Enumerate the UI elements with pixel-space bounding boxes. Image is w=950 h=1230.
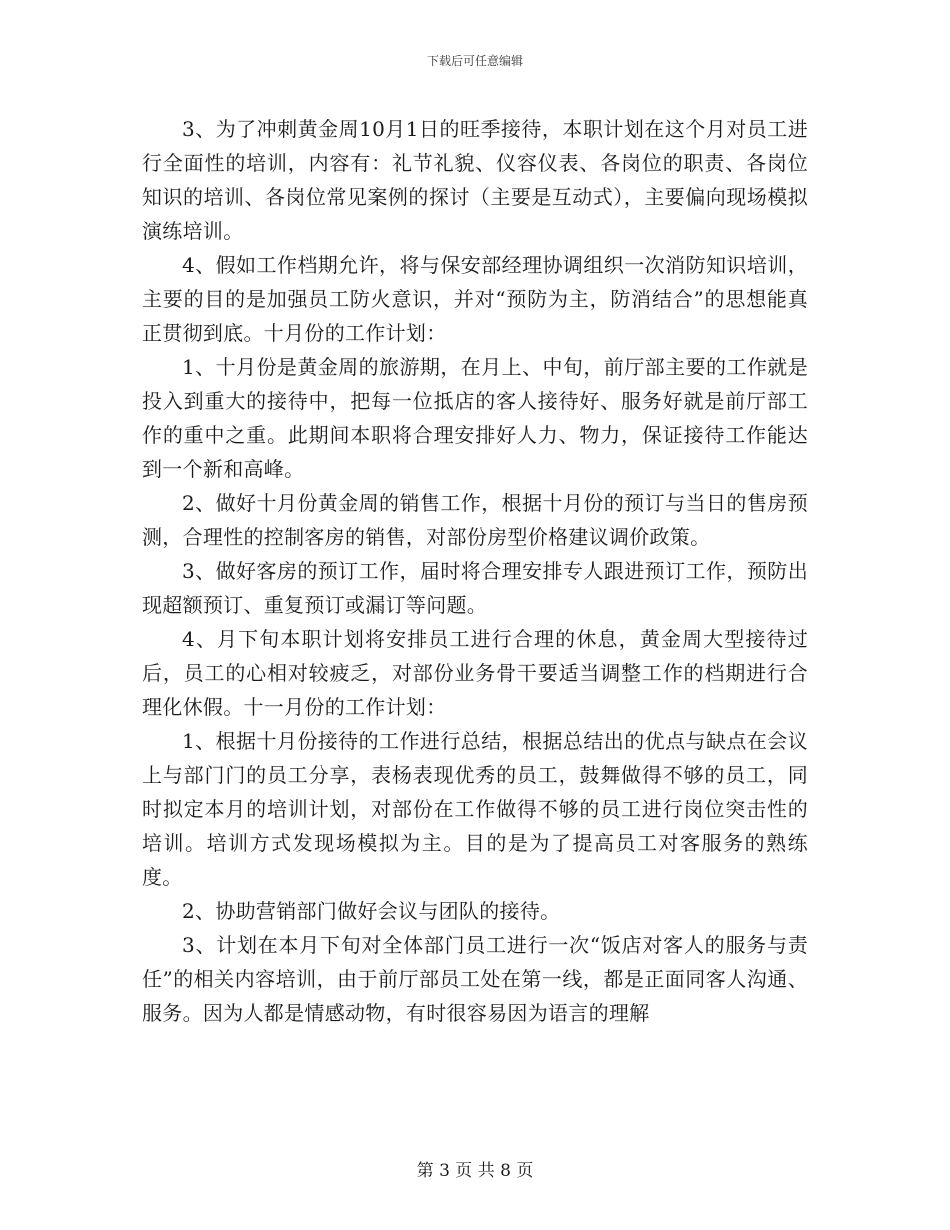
paragraph-7: 1、根据十月份接待的工作进行总结，根据总结出的优点与缺点在会议上与部门门的员工分享，表杨表现优秀的员工，鼓舞做得不够的员工，同时拟定本月的培训计划，对部份在工作做得不够的员工进行岗位突击性的培训。培训方式发现场模拟为主。目的是为了提高员工对客服务的熟练度。 [142,729,808,889]
page-header: 下载后可任意编辑 [426,54,523,68]
page-number-footer: 第 3 页 共 8 页 [416,1161,534,1181]
paragraph-3: 1、十月份是黄金周的旅游期，在月上、中旬，前厅部主要的工作就是投入到重大的接待中，把每一位抵店的客人接待好、服务好就是前厅部工作的重中之重。此期间本职将合理安排好人力、物力，保证接待工作能达到一个新和高峰。 [142,355,808,481]
paragraph-6: 4、月下旬本职计划将安排员工进行合理的休息，黄金周大型接待过后，员工的心相对较疲乏，对部份业务骨干要适当调整工作的档期进行合理化休假。十一月份的工作计划： [142,627,808,719]
paragraph-9: 3、计划在本月下旬对全体部门员工进行一次“饭店对客人的服务与责任”的相关内容培训，由于前厅部员工处在第一线，都是正面同客人沟通、服务。因为人都是情感动物，有时很容易因为语言的理解 [142,933,808,1025]
paragraph-1: 3、为了冲刺黄金周10月1日的旺季接待，本职计划在这个月对员工进行全面性的培训，内容有：礼节礼貌、仪容仪表、各岗位的职责、各岗位知识的培训、各岗位常见案例的探讨（主要是互动式），主要偏向现场模拟演练培训。 [142,117,808,243]
paragraph-4: 2、做好十月份黄金周的销售工作，根据十月份的预订与当日的售房预测，合理性的控制客房的销售，对部份房型价格建议调价政策。 [142,491,808,549]
paragraph-8: 2、协助营销部门做好会议与团队的接待。 [182,899,561,923]
paragraph-2: 4、假如工作档期允许，将与保安部经理协调组织一次消防知识培训，主要的目的是加强员工防火意识，并对“预防为主，防消结合”的思想能真正贯彻到底。十月份的工作计划： [142,253,808,345]
paragraph-5: 3、做好客房的预订工作，届时将合理安排专人跟进预订工作，预防出现超额预订、重复预订或漏订等问题。 [142,559,808,617]
document-body [142,112,808,1030]
